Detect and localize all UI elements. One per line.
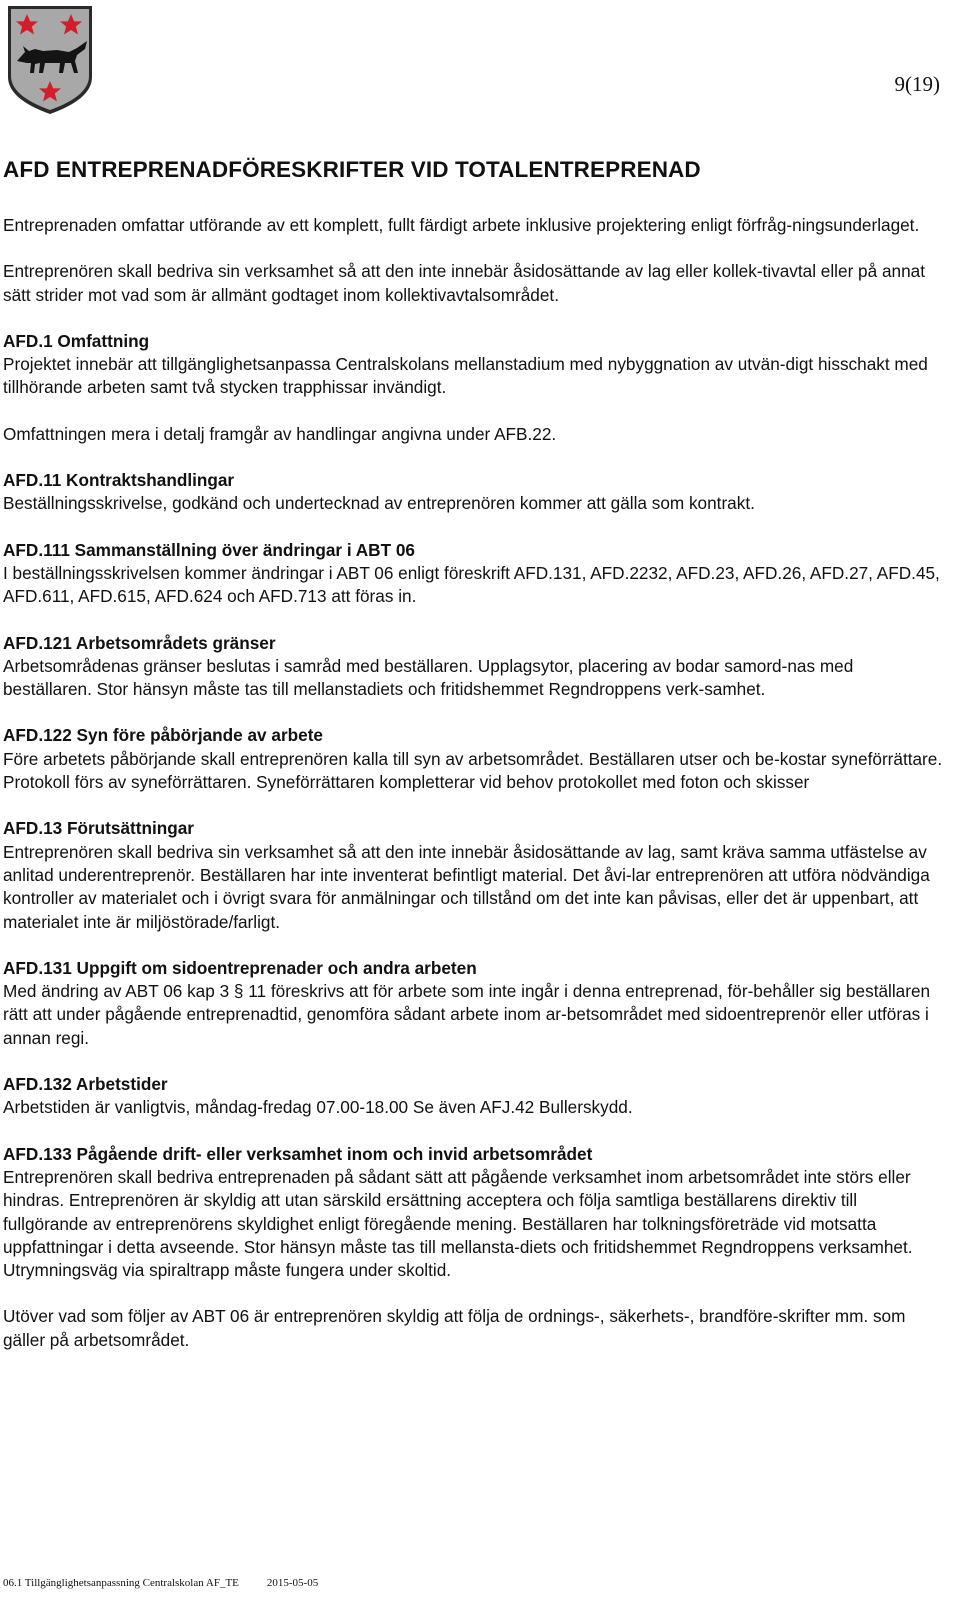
section-paragraph: Entreprenören skall bedriva entreprenaden på sådant sätt att pågående verksamhet inom arbetsområdet inte störs eller hindras. Entreprenören är skyldig att utan särskild ersättning acceptera och följa samtliga beställarens direktiv till fullgörande av entreprenörens skyldighet enligt föregående mening. Beställaren har tolkningsföreträde vid motsatta uppfattningar i detta avseende. Stor hänsyn måste tas till mellansta-diets och fritidshemmet Regndroppens verksamhet. Utrymningsväg via spiraltrapp måste fungera under skoltid. bbox=[3, 1166, 913, 1281]
coat-of-arms-logo bbox=[5, 3, 95, 117]
section-paragraph: Före arbetets påbörjande skall entreprenören kalla till syn av arbetsområdet. Beställaren utser och be-kostar syneförrättare. Protokoll förs av syneförrättaren. Syneförrättaren kompletterar vid behov protokollet med foton och skisser bbox=[3, 748, 943, 793]
section-afd-11 bbox=[3, 469, 943, 516]
section-heading: AFD.1 Omfattning bbox=[3, 330, 150, 351]
section-paragraph: Projektet innebär att tillgänglighetsanpassa Centralskolans mellanstadium med nybyggnation av utvän-digt hisschakt med tillhörande arbeten samt två stycken trapphissar invändigt. bbox=[3, 354, 928, 398]
section-paragraph: Med ändring av ABT 06 kap 3 § 11 föreskrivs att för arbete som inte ingår i denna entreprenad, för-behåller sig beställaren rätt att under pågående entreprenadtid, genomföra sådant arbete inom ar-betsområdet med sidoentreprenör eller utföras i annan regi. bbox=[3, 981, 931, 1048]
page-footer bbox=[3, 1577, 318, 1589]
page-number: 9(19) bbox=[894, 72, 940, 96]
section-paragraph: Utöver vad som följer av ABT 06 är entreprenören skyldig att följa de ordnings-, säkerhets-, brandföre-skrifter mm. som gäller på arbetsområdet. bbox=[3, 1306, 906, 1350]
section-afd-131 bbox=[3, 957, 943, 1050]
footer-date: 2015-05-05 bbox=[266, 1577, 319, 1589]
section-heading: AFD.131 Uppgift om sidoentreprenader och andra arbeten bbox=[3, 957, 477, 978]
section-paragraph: Arbetstiden är vanligtvis, måndag-fredag 07.00-18.00 Se även AFJ.42 Bullerskydd. bbox=[3, 1097, 633, 1118]
section-afd-122 bbox=[3, 724, 943, 794]
section-heading: AFD.111 Sammanställning över ändringar i ABT 06 bbox=[3, 539, 415, 560]
section-paragraph: Arbetsområdenas gränser beslutas i samråd med beställaren. Upplagsytor, placering av bodar samord-nas med beställaren. Stor hänsyn måste tas till mellanstadiets och fritidshemmet Regndroppens verk-samhet. bbox=[3, 655, 854, 700]
section-paragraph: Entreprenören skall bedriva sin verksamhet så att den inte innebär åsidosättande av lag, samt kräva samma utfästelse av anlitad underentreprenör. Beställaren har inte inventerat befintligt material. Det åvi-lar entreprenören att utföra nödvändiga kontroller av materialet och i övrigt svara för anmälningar och tillstånd om det inte kan påvisas, eller det är uppenbart, att materialet inte är miljöstörade/farligt. bbox=[3, 841, 930, 932]
section-heading: AFD.13 Förutsättningar bbox=[3, 818, 194, 839]
section-heading: AFD.11 Kontraktshandlingar bbox=[3, 470, 235, 491]
section-afd-13 bbox=[3, 817, 943, 933]
document-body bbox=[3, 214, 943, 1375]
section-heading: AFD.122 Syn före påbörjande av arbete bbox=[3, 725, 323, 746]
section-afd-121 bbox=[3, 632, 943, 702]
footer-document-name: 06.1 Tillgänglighetsanpassning Centralskolan AF_TE bbox=[3, 1577, 239, 1589]
section-heading: AFD.132 Arbetstider bbox=[3, 1074, 168, 1095]
section-afd-132 bbox=[3, 1073, 943, 1120]
section-afd-111 bbox=[3, 539, 943, 609]
intro-paragraph: Entreprenören skall bedriva sin verksamhet så att den inte innebär åsidosättande av lag eller kollek-tivavtal eller på annat sätt strider mot vad som är allmänt godtaget inom kollektivavtalsområdet. bbox=[3, 261, 925, 305]
intro-paragraph: Entreprenaden omfattar utförande av ett komplett, fullt färdigt arbete inklusive projektering enligt förfråg-ningsunderlaget. bbox=[3, 215, 920, 235]
section-paragraph: Beställningsskrivelse, godkänd och undertecknad av entreprenören kommer att gälla som kontrakt. bbox=[3, 493, 755, 514]
section-heading: AFD.133 Pågående drift- eller verksamhet inom och invid arbetsområdet bbox=[3, 1143, 593, 1164]
section-afd-133 bbox=[3, 1143, 943, 1283]
page-title: AFD ENTREPRENADFÖRESKRIFTER VID TOTALENTREPRENAD bbox=[3, 157, 701, 182]
section-afd-1 bbox=[3, 330, 943, 400]
section-paragraph: I beställningsskrivelsen kommer ändringar i ABT 06 enligt föreskrift AFD.131, AFD.2232, AFD.23, AFD.26, AFD.27, AFD.45, AFD.611, AFD.615, AFD.624 och AFD.713 att föras in. bbox=[3, 562, 940, 607]
section-paragraph: Omfattningen mera i detalj framgår av handlingar angivna under AFB.22. bbox=[3, 423, 557, 444]
section-heading: AFD.121 Arbetsområdets gränser bbox=[3, 632, 276, 653]
